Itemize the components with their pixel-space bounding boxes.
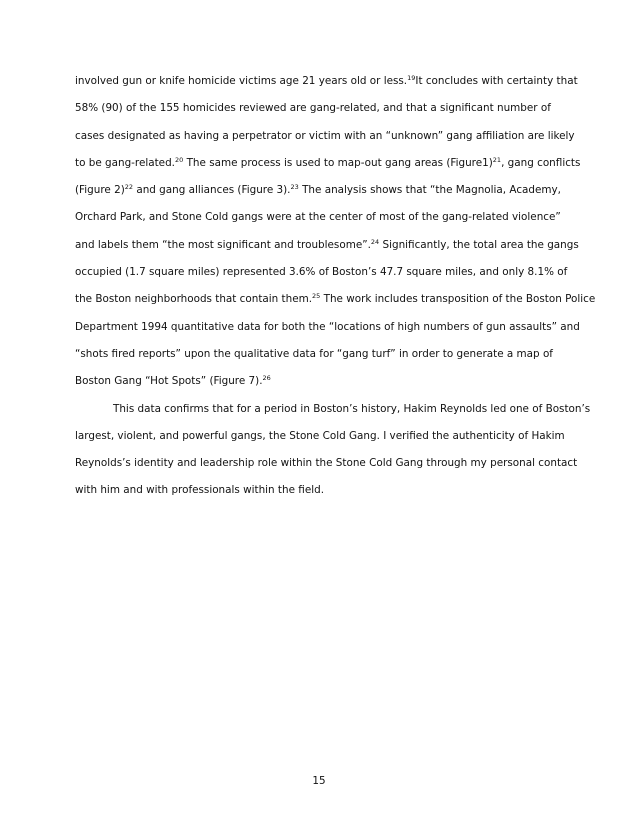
paragraph-1 bbox=[75, 68, 596, 396]
text-line bbox=[75, 232, 579, 259]
text-run: largest, violent, and powerful gangs, the Stone Cold Gang. I verified the authenticity of Hakim bbox=[75, 429, 565, 442]
text-line bbox=[75, 423, 575, 450]
text-run: Orchard Park, and Stone Cold gangs were at the center of most of the gang-related violence” bbox=[75, 211, 561, 224]
text-run: , gang conflicts bbox=[501, 156, 581, 169]
text-line bbox=[75, 450, 578, 477]
text-line bbox=[75, 123, 575, 150]
text-run: Boston Gang “Hot Spots” (Figure 7). bbox=[75, 375, 263, 388]
text-line bbox=[75, 396, 591, 423]
text-run: Significantly, the total area the gangs bbox=[379, 238, 579, 251]
text-run: This data confirms that for a period in Boston’s history, Hakim Reynolds led one of Boston’s bbox=[113, 402, 591, 415]
text-run: to be gang-related. bbox=[75, 156, 175, 169]
text-run: occupied (1.7 square miles) represented 3.6% of Boston’s 47.7 square miles, and only 8.1% of bbox=[75, 266, 568, 279]
text-run: The analysis shows that “the Magnolia, Academy, bbox=[298, 184, 561, 197]
text-run: involved gun or knife homicide victims age 21 years old or less. bbox=[75, 75, 408, 87]
text-run: cases designated as having a perpetrator or victim with an “unknown” gang affiliation are likely bbox=[75, 129, 575, 142]
text-run: (Figure 2) bbox=[75, 184, 125, 197]
text-line bbox=[75, 314, 580, 341]
footnote-ref-25: 25 bbox=[312, 292, 321, 301]
text-run: Reynolds’s identity and leadership role within the Stone Cold Gang through my personal contact bbox=[75, 457, 578, 470]
paragraph-2 bbox=[75, 396, 591, 505]
text-line bbox=[75, 150, 581, 177]
page-number: 15 bbox=[312, 775, 326, 787]
footnote-ref-21: 21 bbox=[492, 155, 502, 164]
text-run: It concludes with certainty that bbox=[415, 75, 578, 87]
text-line bbox=[75, 204, 575, 231]
text-run: The same process is used to map-out gang areas (Figure1) bbox=[183, 156, 493, 169]
text-line bbox=[75, 259, 575, 286]
footnote-ref-22: 22 bbox=[124, 183, 134, 192]
text-line bbox=[75, 368, 575, 395]
text-line bbox=[75, 68, 578, 95]
footnote-ref-19: 19 bbox=[407, 74, 416, 82]
body-text bbox=[75, 68, 596, 505]
text-run: 58% (90) of the 155 homicides reviewed are gang-related, and that a significant number of bbox=[75, 102, 551, 115]
text-line bbox=[75, 341, 575, 368]
text-run: “shots fired reports” upon the qualitative data for “gang turf” in order to generate a map of bbox=[75, 347, 553, 360]
footnote-ref-26: 26 bbox=[262, 374, 271, 383]
text-run: and labels them “the most significant and troublesome”. bbox=[75, 238, 371, 251]
text-run: the Boston neighborhoods that contain them. bbox=[75, 293, 313, 306]
text-run: and gang alliances (Figure 3). bbox=[133, 184, 291, 197]
text-line bbox=[75, 286, 596, 313]
text-line bbox=[75, 95, 575, 122]
footnote-ref-20: 20 bbox=[174, 155, 184, 164]
footnote-ref-24: 24 bbox=[370, 237, 380, 246]
text-run: Department 1994 quantitative data for both the “locations of high numbers of gun assaults” and bbox=[75, 320, 580, 333]
text-run: with him and with professionals within the field. bbox=[75, 484, 325, 497]
text-line bbox=[75, 477, 575, 504]
text-line bbox=[75, 177, 575, 204]
text-run: The work includes transposition of the Boston Police bbox=[320, 293, 596, 306]
footnote-ref-23: 23 bbox=[290, 183, 299, 192]
